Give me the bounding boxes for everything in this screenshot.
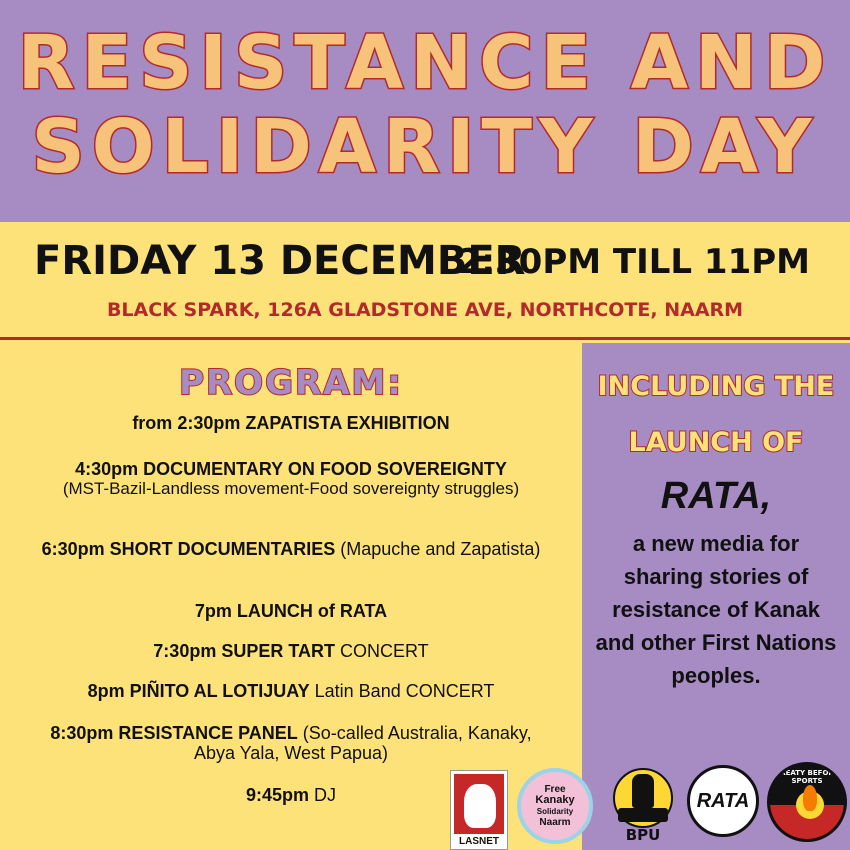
program-item-main: 8:30pm RESISTANCE PANEL — [50, 723, 298, 743]
program-item-main: 7pm LAUNCH of RATA — [194, 601, 388, 621]
lasnet-artwork — [454, 774, 504, 834]
program-title: PROGRAM: — [179, 363, 403, 403]
bpu-label: BPU — [625, 826, 661, 844]
bpu-logo — [608, 768, 678, 846]
including-heading-line-1: INCLUDING THE — [597, 371, 835, 402]
fks-text: Free — [544, 784, 566, 795]
program-item — [0, 681, 582, 701]
rata-logo — [687, 765, 759, 837]
program-item-detail: CONCERT — [335, 641, 429, 661]
program-item-main: 7:30pm SUPER TART — [153, 641, 335, 661]
program-item-main: 9:45pm — [245, 785, 310, 805]
program-item-detail: (Mapuche and Zapatista) — [335, 539, 541, 559]
program-item-detail: (So-called Australia, Kanaky, Abya Yala, West Papua) — [193, 723, 532, 763]
lasnet-logo — [450, 770, 508, 850]
program-item-main: 6:30pm SHORT DOCUMENTARIES — [41, 539, 336, 559]
rata-logo-text: RATA — [696, 789, 750, 812]
free-kanaky-solidarity-logo — [517, 768, 593, 844]
program-item — [0, 539, 582, 559]
flame-icon — [803, 785, 817, 811]
program-item-main: 4:30pm DOCUMENTARY ON FOOD SOVEREIGNTY — [75, 459, 507, 479]
tbs-text: TREATY BEFORE SPORTS — [775, 769, 839, 785]
treaty-before-sports-logo — [767, 762, 847, 842]
program-item-main: 8pm PIÑITO AL LOTIJUAY — [87, 681, 310, 701]
fist-icon — [632, 774, 654, 808]
program-item-main: from 2:30pm ZAPATISTA EXHIBITION — [132, 413, 450, 433]
event-title-line-2: SOLIDARITY DAY — [31, 104, 819, 190]
fks-text: Solidarity — [536, 807, 574, 816]
event-time: 2:30PM TILL 11PM — [457, 242, 810, 282]
event-date: FRIDAY 13 DECEMBER — [34, 238, 526, 284]
program-item — [0, 601, 582, 621]
event-title-line-1: RESISTANCE AND — [17, 20, 833, 106]
program-item — [0, 641, 582, 661]
rata-description: a new media for sharing stories of resistance of Kanak and other First Nations peoples. — [595, 531, 837, 688]
event-venue: BLACK SPARK, 126A GLADSTONE AVE, NORTHCOTE, NAARM — [106, 299, 744, 321]
fks-text: Kanaky — [535, 794, 575, 806]
program-item — [0, 413, 582, 433]
program-item-detail: (MST-Bazil-Landless movement-Food sovereignty struggles) — [62, 479, 520, 498]
program-item — [0, 459, 582, 498]
fks-text: Naarm — [539, 817, 571, 828]
program-item-detail: Latin Band CONCERT — [309, 681, 495, 701]
rata-title: RATA, — [660, 475, 772, 517]
crowd-silhouette — [618, 808, 668, 822]
header-banner — [0, 0, 850, 222]
program-item — [0, 723, 582, 763]
date-band — [0, 222, 850, 340]
program-item-detail: DJ — [309, 785, 337, 805]
including-heading-line-2: LAUNCH OF — [628, 427, 804, 458]
lasnet-label: LASNET — [459, 836, 499, 847]
